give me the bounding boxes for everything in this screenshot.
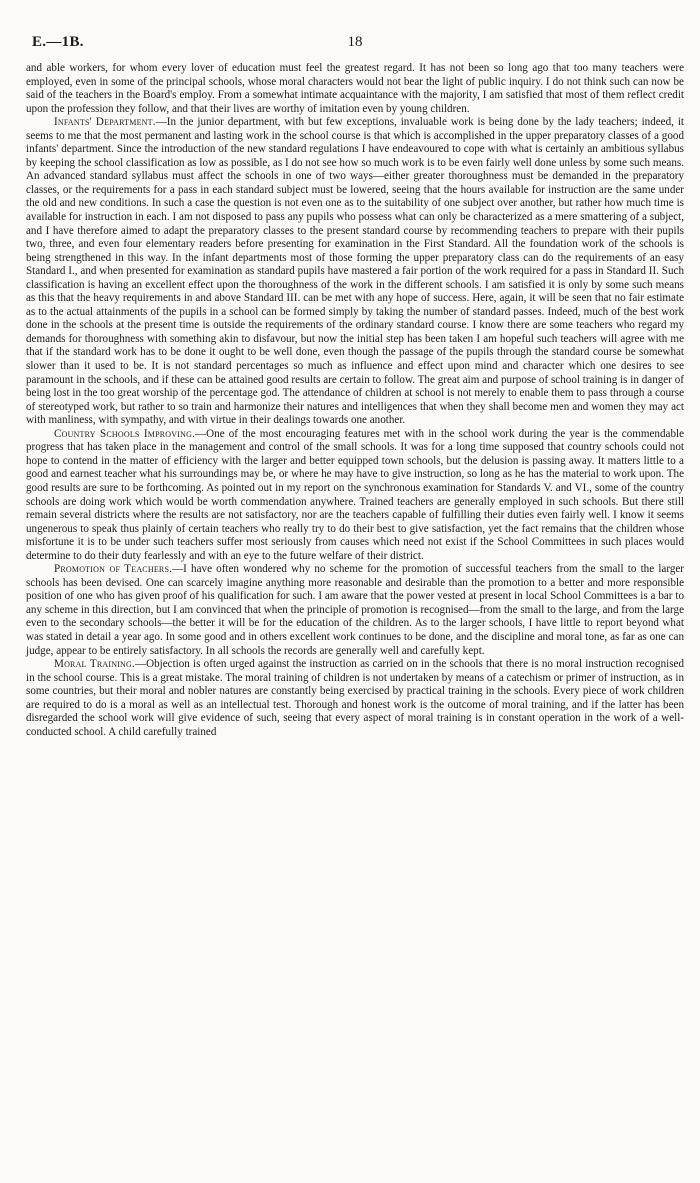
paragraph-moral-training — [26, 658, 684, 739]
page-number: 18 — [347, 34, 363, 50]
section-heading-infants-department: Infants' Department. — [54, 116, 156, 129]
paragraph-text: —In the junior department, with but few exceptions, invaluable work is being done by the lady teachers; indeed, it seems to me that the most permanent and lasting work in the school course is that which is accomplished in the upper preparatory classes of a good infants' department. Since the introduction of the new standard regulations I have endeavoured to cope with what is certainly an ambitious syllabus by keeping the school classification as low as possible, as I do not see how so much work is to be even fairly well done unless by some such means. An advanced standard syllabus must affect the schools in one of two ways—either greater thoroughness must be demanded in the preparatory classes, or the requirements for a pass in each standard subject must be lowered, seeing that the hours available for instruction are the same under the old and new conditions. In such a case the question is not even one as to the suitability of one subject over another, but rather how much time is available for instruction in each. I am not disposed to pass any pupils who possess what can only be characterized as a mere smattering of a subject, and I have therefore aimed to adapt the preparatory classes to the present standard course by recommending teachers to prepare with their pupils two, three, and even four elementary readers before presenting for examination in the First Standard. All the foundation work of the schools is being strengthened in this way. In the infant departments most of those forming the upper preparatory class can do the requirements of an easy Standard I., and when presented for examination as standard pupils have mastered a fair portion of the work required for a pass in Standard II. Such classification is having an excellent effect upon the thoroughness of the work in the different schools. I am satisfied it is only by some such means as this that the heavy requirements in and above Standard III. can be met with any hope of success. Here, again, it will be seen that no fair estimate as to the actual attainments of the pupils in a school can be formed simply by taking the number of standard passes. Indeed, much of the best work done in the schools at the present time is outside the requirements of the ordinary standard course. I know there are some teachers who regard my demands for thoroughness with something akin to disfavour, but now the initial step has been taken I am hopeful such teachers will agree with me that if the standard work has to be done it ought to be well done, even though the passage of the pupils through the standard course be somewhat slower than it used to be. It is not standard percentages so much as influence and effect upon mind and character which one desires to see paramount in the schools, and if these can be attained good results are certain to follow. The great aim and purpose of school training is in danger of being lost in the too great worship of the percentage god. The attendance of children at school is not merely to enable them to pass through a course of stereotyped work, but rather to so train and harmonize their natures and intelligences that when they shall become men and women they may act with manliness, with sympathy, and with virtue in their dealings towards one another. — [26, 116, 684, 427]
paragraph-promotion-of-teachers — [26, 563, 684, 658]
paragraph-country-schools — [26, 428, 684, 563]
paragraph-text: —One of the most encouraging features met with in the school work during the year is the commendable progress that has taken place in the management and control of the small schools. It was for a long time supposed that country schools could not hope to contend in the matter of efficiency with the larger and better equipped town schools, but the delusion is passing away. It matters little to a good and earnest teacher what his surroundings may be, or where he may have to give instruction, so long as he has the material to work upon. The good results are sure to be forthcoming. As pointed out in my report on the synchronous examination for Standards V. and VI., some of the country schools are doing work which would be worth commendation anywhere. Trained teachers are generally employed in such schools. But there still remain several districts where the results are not satisfactory, nor are the teachers capable of fulfilling their duties even fairly well. I know it seems ungenerous to speak thus plainly of certain teachers who really try to do their best to give satisfaction, yet the fact remains that the children whose misfortune it is to be under such teachers suffer most seriously from causes which need not exist if the School Committees in such places would determine to do their duty fearlessly and with an eye to the future welfare of their district. — [26, 427, 684, 562]
section-heading-country-schools: Country Schools Improving. — [54, 427, 196, 440]
paragraph-infants-department — [26, 116, 684, 428]
document-reference: E.—1B. — [32, 34, 84, 50]
paragraph-text: and able workers, for whom every lover of education must feel the greatest regard. It has not been so long ago that too many teachers were employed, even in some of the principal schools, whose moral characters would not bear the light of public inquiry. I do not think such can now be said of the teachers in the Board's employ. From a somewhat intimate acquaintance with the majority, I am satisfied that most of them reflect credit upon the profession they follow, and that their lives are worthy of imitation even by young children. — [26, 62, 684, 115]
section-heading-promotion-of-teachers: Promotion of Teachers. — [54, 563, 173, 576]
paragraph-continued-teachers — [26, 62, 684, 116]
paragraph-text: —Objection is often urged against the instruction as carried on in the schools that there is no moral instruction recognised in the school course. This is a great mistake. The moral training of children is not undertaken by means of a catechism or primer of instruction, as in some countries, but their moral and nobler natures are constantly being exercised by practical training in the schools. Every piece of work children are required to do is a moral as well as an intellectual test. Thorough and honest work is the outcome of moral training, and if the latter has been disregarded the school work will give evidence of such, seeing that every aspect of moral training is in constant operation in the work of a well-conducted school. A child carefully trained — [26, 658, 685, 738]
paragraph-text: —I have often wondered why no scheme for the promotion of successful teachers from the small to the larger schools has been devised. One can scarcely imagine anything more reasonable and desirable than the promotion to a better and more responsible position of one who has given proof of his qualification for such. I am aware that the power vested at present in local School Committees is a bar to any scheme in this direction, but I am convinced that when the principle of promotion is recognised—from the small to the large, and from the large even to the secondary schools—the better it will be for the education of the children. As to the larger schools, I have little to report beyond what was stated in detail a year ago. In some good and in others excellent work continues to be done, and the discipline and moral tone, as far as one can judge, appear to be entirely satisfactory. In all schools the records are generally well and carefully kept. — [26, 563, 684, 657]
document-page — [26, 34, 684, 739]
page-header — [26, 34, 684, 56]
section-heading-moral-training: Moral Training. — [54, 658, 135, 671]
